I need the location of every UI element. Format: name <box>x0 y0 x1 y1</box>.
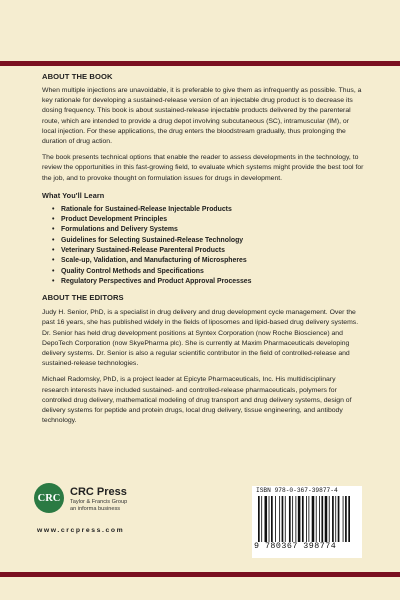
about-book-paragraph-2: The book presents technical options that enable the reader to assess developments in the technology, to review the opportunities in this fast-growing field, to evaluate which systems might provide the best tool for the job, and to provoke thought on formulation issues for drugs in development. <box>42 154 364 182</box>
bottom-color-band <box>0 572 400 577</box>
list-item: • Regulatory Perspectives and Product Approval Processes <box>61 277 364 287</box>
about-book-heading: ABOUT THE BOOK <box>42 72 113 81</box>
publisher-name: CRC Press <box>70 486 127 498</box>
back-cover-text <box>42 72 364 426</box>
publisher-url: www.crcpress.com <box>37 527 125 534</box>
barcode-icon <box>258 496 356 542</box>
list-item: • Rationale for Sustained-Release Injectable Products <box>61 205 364 215</box>
ean-number: 9 780367 398774 <box>254 542 337 551</box>
list-item: • Product Development Principles <box>61 215 364 225</box>
publisher-business: an informa business <box>70 506 121 512</box>
crc-logo-icon: CRC <box>34 483 64 513</box>
editor-bio-radomsky: Michael Radomsky, PhD, is a project leader at Epicyte Pharmaceuticals, Inc. His multidisciplinary research interests have included sustained- and controlled-release pharmaceuticals, polymers for controlled drug delivery, mathematical modeling of drug transport and drug delivery systems, design of delivery systems for peptide and protein drugs, local drug delivery, tissue engineering, and antibody technology. <box>42 376 352 425</box>
list-item: • Guidelines for Selecting Sustained-Release Technology <box>61 236 364 246</box>
isbn-barcode-box <box>252 486 362 558</box>
learn-list <box>42 205 364 287</box>
publisher-logo <box>34 483 174 553</box>
list-item: • Quality Control Methods and Specifications <box>61 267 364 277</box>
editor-bio-senior: Judy H. Senior, PhD, is a specialist in drug delivery and drug development cycle management. Over the past 16 years, she has published widely in the fields of liposomes and lipid-based drug delivery systems. Dr. Senior has held drug development positions at Syntex Corporation (now Roche Bioscience) and DepoTech Corporation (now SkyePharma plc). She is currently at Maxim Pharmaceuticals developing delivery systems. Dr. Senior is also a regular scientific contributor in the field of controlled-release and sustained-release technologies. <box>42 309 359 368</box>
list-item: • Formulations and Delivery Systems <box>61 225 364 235</box>
about-editors-heading: ABOUT THE EDITORS <box>42 293 124 303</box>
list-item: • Scale-up, Validation, and Manufacturing of Microspheres <box>61 256 364 266</box>
list-item: • Veterinary Sustained-Release Parenteral Products <box>61 246 364 256</box>
top-color-band <box>0 61 400 66</box>
learn-heading: What You'll Learn <box>42 190 105 200</box>
isbn-text: ISBN 978-0-367-39877-4 <box>256 487 338 494</box>
about-book-paragraph-1: When multiple injections are unavoidable, it is preferable to give them as infrequently as possible. Thus, a key rationale for developing a sustained-release version of an injectable drug product is to decrease its dosing frequency. This book is about sustained-release injectable products delivered by the parenteral route, which are intended to provide a drug depot involving subcutaneous (SC), intramuscular (IM), or local injection. For these applications, the drug enters the bloodstream gradually, thus prolonging the duration of drug action. <box>42 87 362 146</box>
publisher-group: Taylor & Francis Group <box>70 499 128 505</box>
